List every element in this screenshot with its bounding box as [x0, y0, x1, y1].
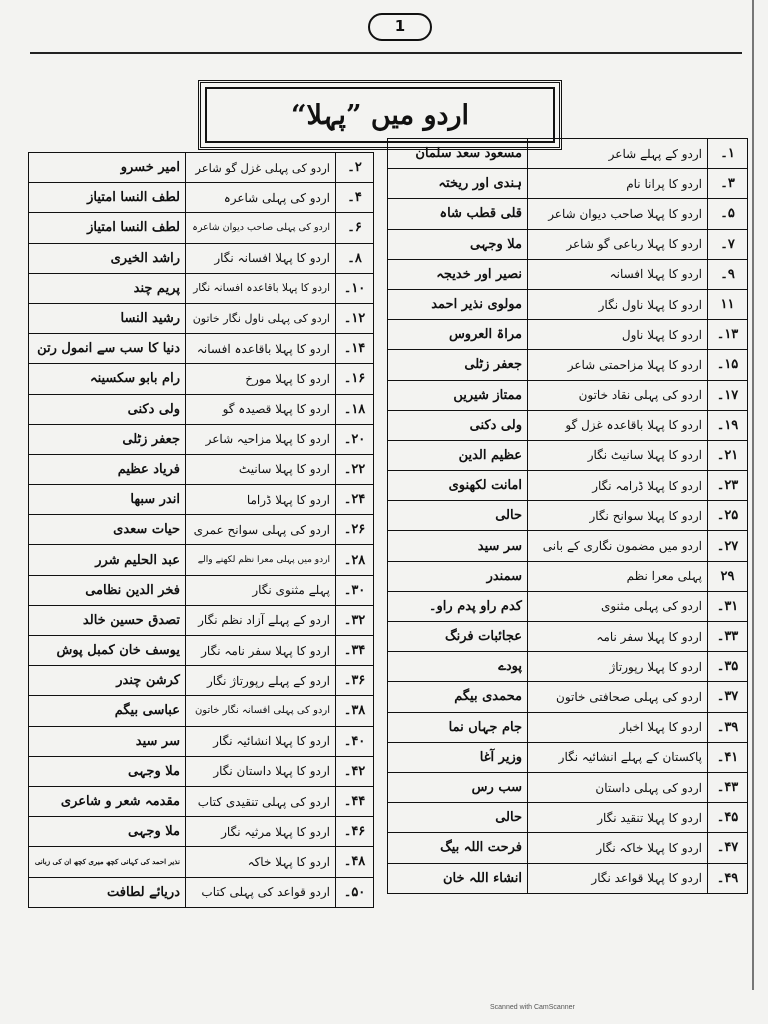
- item-answer: لطف النسا امتیاز: [29, 183, 186, 213]
- item-description: اردو کا پہلا سانیٹ نگار: [528, 440, 708, 470]
- table-row: [388, 803, 748, 833]
- table-row: [388, 501, 748, 531]
- table-row: [29, 485, 374, 515]
- item-number: ۴۵۔: [708, 803, 748, 833]
- item-number: ۱۔: [708, 139, 748, 169]
- item-answer: کدم راو پدم راو۔: [388, 591, 528, 621]
- item-number: ۴۹۔: [708, 863, 748, 893]
- table-row: [29, 666, 374, 696]
- item-description: اردو کا پہلا انشائیہ نگار: [186, 726, 336, 756]
- item-description: اردو کی پہلی داستان: [528, 772, 708, 802]
- table-row: [29, 183, 374, 213]
- item-number: ۳۳۔: [708, 622, 748, 652]
- table-row: [388, 772, 748, 802]
- table-row: [29, 817, 374, 847]
- item-description: اردو کا پہلا مورخ: [186, 364, 336, 394]
- item-answer: قلی قطب شاہ: [388, 199, 528, 229]
- item-number: ۳۷۔: [708, 682, 748, 712]
- table-row: [29, 786, 374, 816]
- table-row: [388, 169, 748, 199]
- item-answer: ملا وجہی: [388, 229, 528, 259]
- item-description: اردو کی پہلی سوانح عمری: [186, 515, 336, 545]
- item-answer: پودے: [388, 652, 528, 682]
- item-answer: امیر خسرو: [29, 153, 186, 183]
- item-answer: سب رس: [388, 772, 528, 802]
- right-table: [387, 138, 748, 894]
- table-row: [29, 877, 374, 907]
- item-description: اردو کے پہلے آزاد نظم نگار: [186, 605, 336, 635]
- item-description: اردو کا پہلا قواعد نگار: [528, 863, 708, 893]
- item-number: ۴۳۔: [708, 772, 748, 802]
- item-answer: فخر الدین نظامی: [29, 575, 186, 605]
- item-number: ۳۲۔: [336, 605, 374, 635]
- item-answer: یوسف خان کمبل پوش: [29, 636, 186, 666]
- item-answer: ممتاز شیریں: [388, 380, 528, 410]
- table-row: [29, 605, 374, 635]
- table-row: [388, 622, 748, 652]
- item-description: اردو کا پہلا داستان نگار: [186, 756, 336, 786]
- table-row: [29, 696, 374, 726]
- item-description: اردو کی پہلی صحافتی خاتون: [528, 682, 708, 712]
- item-answer: راشد الخیری: [29, 243, 186, 273]
- item-answer: عبد الحلیم شرر: [29, 545, 186, 575]
- table-row: [29, 153, 374, 183]
- item-number: ۳۰۔: [336, 575, 374, 605]
- item-description: اردو کی پہلی ناول نگار خاتون: [186, 303, 336, 333]
- item-description: اردو کا پہلا ڈراما: [186, 485, 336, 515]
- item-answer: رام بابو سکسینہ: [29, 364, 186, 394]
- item-answer: ہندی اور ریختہ: [388, 169, 528, 199]
- item-answer: سمندر: [388, 561, 528, 591]
- item-description: اردو کا پرانا نام: [528, 169, 708, 199]
- item-number: ۳۴۔: [336, 636, 374, 666]
- item-answer: مسعود سعد سلمان: [388, 139, 528, 169]
- item-answer: سر سید: [388, 531, 528, 561]
- item-number: ۱۰۔: [336, 273, 374, 303]
- item-answer: وزیر آغا: [388, 742, 528, 772]
- item-answer: دریائے لطافت: [29, 877, 186, 907]
- item-number: ۲۸۔: [336, 545, 374, 575]
- scanner-watermark: Scanned with CamScanner: [490, 1004, 575, 1011]
- item-number: ۳۶۔: [336, 666, 374, 696]
- item-answer: ملا وجہی: [29, 817, 186, 847]
- item-number: ۲۲۔: [336, 454, 374, 484]
- item-description: اردو کا پہلا رباعی گو شاعر: [528, 229, 708, 259]
- item-description: اردو کا پہلا خاکہ: [186, 847, 336, 877]
- item-number: ۴۴۔: [336, 786, 374, 816]
- item-number: ۱۳۔: [708, 320, 748, 350]
- table-row: [388, 712, 748, 742]
- item-description: اردو کا پہلا سوانح نگار: [528, 501, 708, 531]
- item-answer: تصدق حسین خالد: [29, 605, 186, 635]
- item-answer: جام جہاں نما: [388, 712, 528, 742]
- table-row: [388, 199, 748, 229]
- page-edge-shadow: [752, 0, 754, 990]
- item-description: اردو میں پہلی معرا نظم لکھنے والے: [186, 545, 336, 575]
- table-row: [29, 303, 374, 333]
- table-row: [388, 863, 748, 893]
- item-number: ۴۰۔: [336, 726, 374, 756]
- item-description: پہلے مثنوی نگار: [186, 575, 336, 605]
- item-number: ۶۔: [336, 213, 374, 243]
- table-row: [388, 259, 748, 289]
- item-number: ۸۔: [336, 243, 374, 273]
- item-number: ۳۵۔: [708, 652, 748, 682]
- item-description: اردو کا پہلا مرثیہ نگار: [186, 817, 336, 847]
- table-row: [388, 682, 748, 712]
- item-description: اردو میں مضمون نگاری کے بانی: [528, 531, 708, 561]
- page-title: اردو میں ”پہلا“: [205, 87, 555, 143]
- item-description: اردو کی پہلی غزل گو شاعر: [186, 153, 336, 183]
- item-answer: اندر سبھا: [29, 485, 186, 515]
- item-answer: عظیم الدین: [388, 440, 528, 470]
- item-answer: ولی دکنی: [29, 394, 186, 424]
- item-description: اردو کا پہلا افسانہ نگار: [186, 243, 336, 273]
- table-row: [29, 575, 374, 605]
- table-row: [388, 229, 748, 259]
- item-number: ۱۷۔: [708, 380, 748, 410]
- table-row: [388, 833, 748, 863]
- item-description: پاکستان کے پہلے انشائیہ نگار: [528, 742, 708, 772]
- item-answer: مراۃ العروس: [388, 320, 528, 350]
- item-answer: مقدمہ شعر و شاعری: [29, 786, 186, 816]
- item-number: ۱۱: [708, 289, 748, 319]
- item-description: اردو کا پہلا باقاعدہ افسانہ نگار: [186, 273, 336, 303]
- table-row: [29, 636, 374, 666]
- table-row: [388, 531, 748, 561]
- table-row: [388, 471, 748, 501]
- table-row: [29, 454, 374, 484]
- item-answer: فرحت اللہ بیگ: [388, 833, 528, 863]
- item-description: اردو قواعد کی پہلی کتاب: [186, 877, 336, 907]
- table-row: [388, 410, 748, 440]
- item-number: ۱۶۔: [336, 364, 374, 394]
- item-description: اردو کی پہلی تنقیدی کتاب: [186, 786, 336, 816]
- item-number: ۱۴۔: [336, 334, 374, 364]
- table-row: [388, 591, 748, 621]
- item-description: اردو کی پہلی مثنوی: [528, 591, 708, 621]
- table-row: [29, 273, 374, 303]
- item-number: ۴۲۔: [336, 756, 374, 786]
- item-number: ۲۳۔: [708, 471, 748, 501]
- item-description: اردو کا پہلا باقاعدہ غزل گو: [528, 410, 708, 440]
- item-description: اردو کا پہلا سفر نامہ نگار: [186, 636, 336, 666]
- item-number: ۳۔: [708, 169, 748, 199]
- item-answer: جعفر زٹلی: [388, 350, 528, 380]
- table-row: [388, 380, 748, 410]
- table-row: [29, 515, 374, 545]
- item-answer: حیات سعدی: [29, 515, 186, 545]
- item-number: ۷۔: [708, 229, 748, 259]
- table-row: [29, 726, 374, 756]
- table-row: [388, 320, 748, 350]
- item-answer: عباسی بیگم: [29, 696, 186, 726]
- item-number: ۴۔: [336, 183, 374, 213]
- item-description: اردو کی پہلی شاعرہ: [186, 183, 336, 213]
- item-description: اردو کا پہلا اخبار: [528, 712, 708, 742]
- header-rule: [30, 52, 742, 54]
- item-description: اردو کا پہلا صاحب دیوان شاعر: [528, 199, 708, 229]
- table-row: [29, 334, 374, 364]
- table-row: [29, 756, 374, 786]
- item-answer: جعفر زٹلی: [29, 424, 186, 454]
- item-answer: فریاد عظیم: [29, 454, 186, 484]
- item-number: ۴۱۔: [708, 742, 748, 772]
- item-description: اردو کا پہلا تنقید نگار: [528, 803, 708, 833]
- item-number: ۲۔: [336, 153, 374, 183]
- item-number: ۲۱۔: [708, 440, 748, 470]
- item-number: ۲۰۔: [336, 424, 374, 454]
- item-answer: کرشن چندر: [29, 666, 186, 696]
- item-description: اردو کی پہلی افسانہ نگار خاتون: [186, 696, 336, 726]
- table-row: [29, 364, 374, 394]
- item-description: اردو کے پہلے رپورتاژ نگار: [186, 666, 336, 696]
- item-description: اردو کا پہلا ناول نگار: [528, 289, 708, 319]
- item-description: اردو کا پہلا مزاحمتی شاعر: [528, 350, 708, 380]
- item-answer: دنیا کا سب سے انمول رتن: [29, 334, 186, 364]
- table-row: [29, 424, 374, 454]
- item-number: ۲۹: [708, 561, 748, 591]
- item-description: اردو کا پہلا مزاحیہ شاعر: [186, 424, 336, 454]
- item-answer: امانت لکھنوی: [388, 471, 528, 501]
- item-description: اردو کے پہلے شاعر: [528, 139, 708, 169]
- table-row: [388, 139, 748, 169]
- item-answer: ملا وجہی: [29, 756, 186, 786]
- page-number: 1: [368, 13, 432, 41]
- table-row: [388, 742, 748, 772]
- table-row: [388, 561, 748, 591]
- item-answer: نصیر اور خدیجہ: [388, 259, 528, 289]
- table-row: [29, 213, 374, 243]
- item-answer: مولوی نذیر احمد: [388, 289, 528, 319]
- item-number: ۲۷۔: [708, 531, 748, 561]
- item-description: اردو کا پہلا قصیدہ گو: [186, 394, 336, 424]
- item-answer: لطف النسا امتیاز: [29, 213, 186, 243]
- table-row: [29, 394, 374, 424]
- item-number: ۴۶۔: [336, 817, 374, 847]
- item-number: ۳۱۔: [708, 591, 748, 621]
- item-number: ۲۵۔: [708, 501, 748, 531]
- item-description: اردو کا پہلا ڈرامہ نگار: [528, 471, 708, 501]
- table-row: [388, 440, 748, 470]
- item-answer: سر سید: [29, 726, 186, 756]
- table-row: [29, 243, 374, 273]
- item-answer: حالی: [388, 501, 528, 531]
- item-description: اردو کا پہلا سانیٹ: [186, 454, 336, 484]
- item-number: ۱۹۔: [708, 410, 748, 440]
- item-number: ۳۹۔: [708, 712, 748, 742]
- item-answer: نذیر احمد کی کہانی کچھ میری کچھ ان کی زبانی: [29, 847, 186, 877]
- item-number: ۲۶۔: [336, 515, 374, 545]
- item-description: اردو کا پہلا خاکہ نگار: [528, 833, 708, 863]
- item-number: ۹۔: [708, 259, 748, 289]
- item-number: ۱۲۔: [336, 303, 374, 333]
- item-number: ۵۔: [708, 199, 748, 229]
- item-description: اردو کا پہلا افسانہ: [528, 259, 708, 289]
- item-number: ۲۴۔: [336, 485, 374, 515]
- item-number: ۴۸۔: [336, 847, 374, 877]
- item-number: ۱۵۔: [708, 350, 748, 380]
- item-answer: پریم چند: [29, 273, 186, 303]
- item-description: پہلی معرا نظم: [528, 561, 708, 591]
- item-description: اردو کا پہلا سفر نامہ: [528, 622, 708, 652]
- item-description: اردو کا پہلا باقاعدہ افسانہ: [186, 334, 336, 364]
- item-number: ۴۷۔: [708, 833, 748, 863]
- item-answer: محمدی بیگم: [388, 682, 528, 712]
- table-row: [388, 652, 748, 682]
- item-answer: رشید النسا: [29, 303, 186, 333]
- item-description: اردو کا پہلا ناول: [528, 320, 708, 350]
- item-description: اردو کی پہلی نقاد خاتون: [528, 380, 708, 410]
- table-row: [29, 847, 374, 877]
- item-description: اردو کی پہلی صاحب دیوان شاعرہ: [186, 213, 336, 243]
- item-description: اردو کا پہلا رپورتاژ: [528, 652, 708, 682]
- item-number: ۱۸۔: [336, 394, 374, 424]
- item-number: ۳۸۔: [336, 696, 374, 726]
- item-answer: حالی: [388, 803, 528, 833]
- table-row: [29, 545, 374, 575]
- left-table: [28, 152, 374, 908]
- item-answer: ولی دکنی: [388, 410, 528, 440]
- table-row: [388, 350, 748, 380]
- item-answer: انشاء اللہ خان: [388, 863, 528, 893]
- item-answer: عجائبات فرنگ: [388, 622, 528, 652]
- item-number: ۵۰۔: [336, 877, 374, 907]
- table-row: [388, 289, 748, 319]
